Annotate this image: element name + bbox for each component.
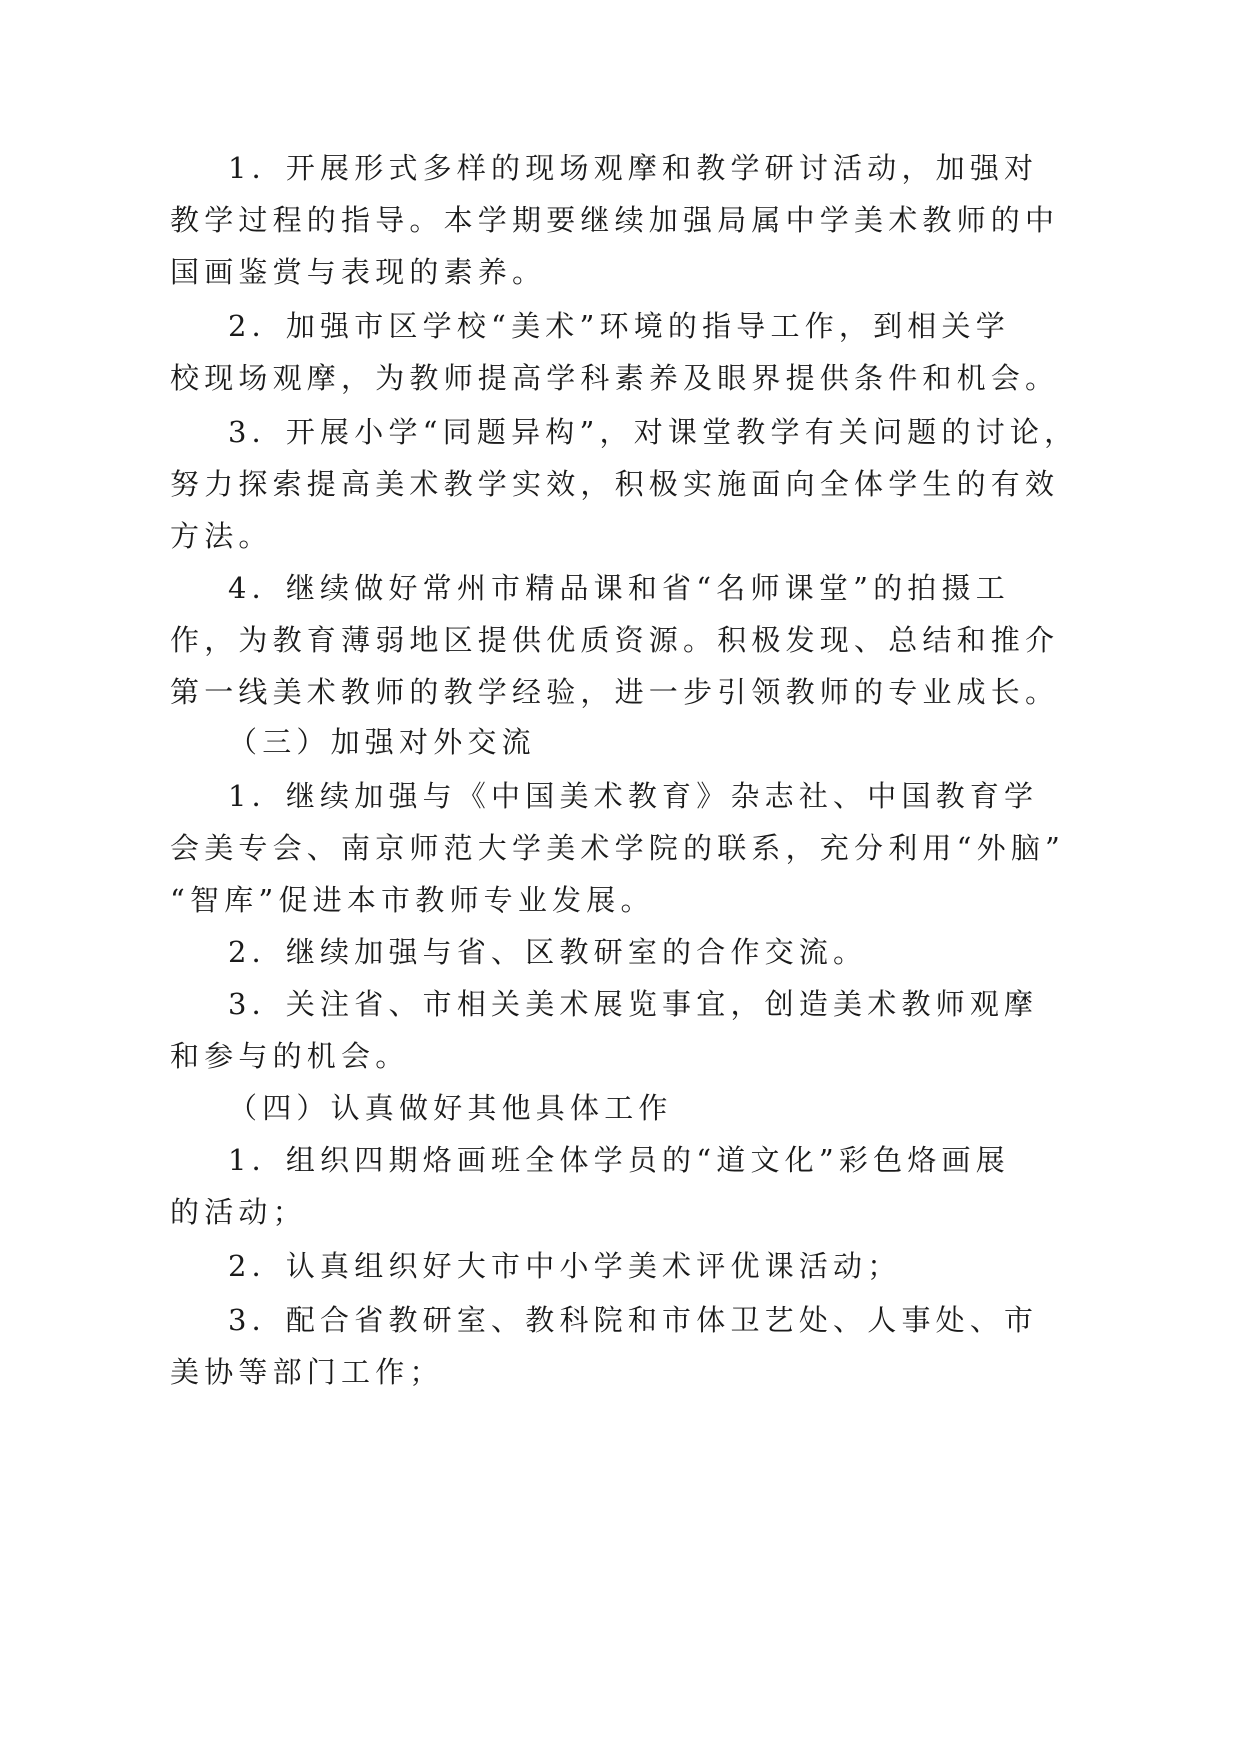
paragraph-line: 教学过程的指导。本学期要继续加强局属中学美术教师的中: [170, 203, 1060, 237]
paragraph-line: 1．开展形式多样的现场观摩和教学研讨活动，加强对: [228, 151, 1039, 185]
paragraph-line: 国画鉴赏与表现的素养。: [170, 255, 547, 289]
paragraph-line: “智库”促进本市教师专业发展。: [170, 883, 655, 917]
paragraph-line: 的活动；: [170, 1195, 307, 1229]
paragraph-line: 3．开展小学“同题异构”，对课堂教学有关问题的讨论，: [228, 415, 1079, 449]
paragraph-line: 和参与的机会。: [170, 1039, 410, 1073]
paragraph-line: 4．继续做好常州市精品课和省“名师课堂”的拍摄工: [228, 571, 1010, 605]
paragraph-line: 会美专会、南京师范大学美术学院的联系，充分利用“外脑”: [170, 831, 1066, 865]
paragraph-line: 2．加强市区学校“美术”环境的指导工作，到相关学: [228, 309, 1010, 343]
paragraph-line: 第一线美术教师的教学经验，进一步引领教师的专业成长。: [170, 675, 1060, 709]
paragraph-line: 努力探索提高美术教学实效，积极实施面向全体学生的有效: [170, 467, 1060, 501]
paragraph-line: 作，为教育薄弱地区提供优质资源。积极发现、总结和推介: [170, 623, 1060, 657]
paragraph-line: 方法。: [170, 519, 273, 553]
paragraph-line: 1．继续加强与《中国美术教育》杂志社、中国教育学: [228, 779, 1039, 813]
paragraph-line: 美协等部门工作；: [170, 1355, 444, 1389]
paragraph-line: 1．组织四期烙画班全体学员的“道文化”彩色烙画展: [228, 1143, 1010, 1177]
section-heading: （四）认真做好其他具体工作: [228, 1091, 673, 1125]
section-heading: （三）加强对外交流: [228, 725, 536, 759]
paragraph-line: 3．关注省、市相关美术展览事宜，创造美术教师观摩: [228, 987, 1039, 1021]
paragraph-line: 2．继续加强与省、区教研室的合作交流。: [228, 935, 868, 969]
paragraph-line: 校现场观摩，为教师提高学科素养及眼界提供条件和机会。: [170, 361, 1060, 395]
paragraph-line: 3．配合省教研室、教科院和市体卫艺处、人事处、市: [228, 1303, 1039, 1337]
paragraph-line: 2．认真组织好大市中小学美术评优课活动；: [228, 1249, 902, 1283]
